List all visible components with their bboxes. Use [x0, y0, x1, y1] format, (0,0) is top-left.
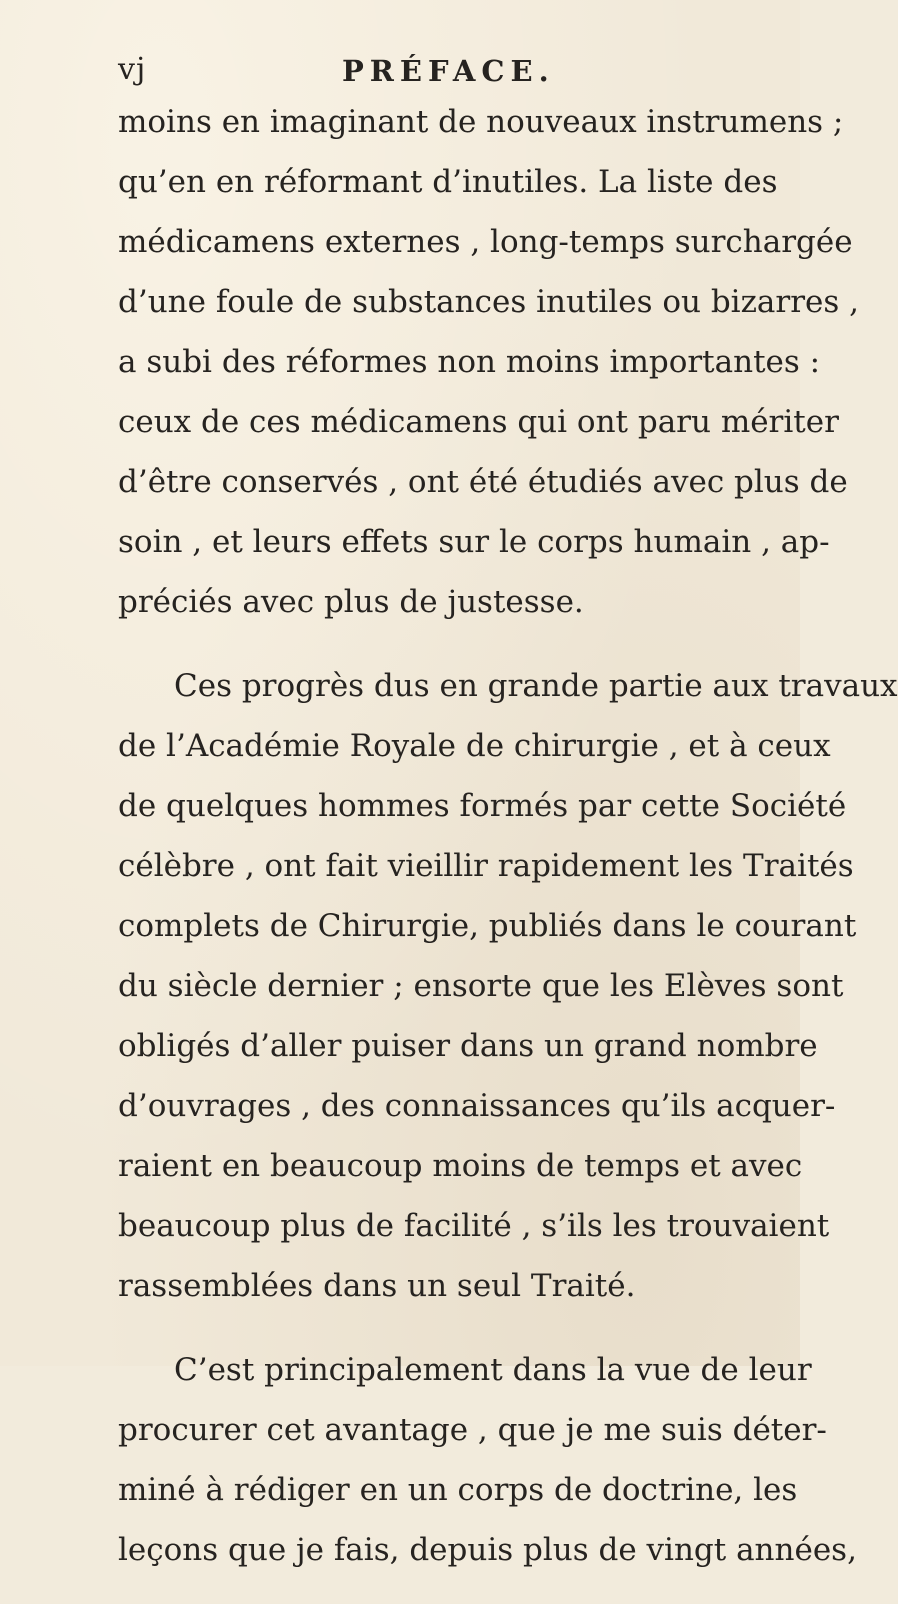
paragraph-2 — [118, 656, 898, 1316]
text-line: du siècle dernier ; ensorte que les Elèves sont — [118, 968, 844, 1004]
text-line: d’être conservés , ont été étudiés avec plus de — [118, 464, 848, 500]
text-line: de quelques hommes formés par cette Société — [118, 788, 847, 824]
text-line: raient en beaucoup moins de temps et avec — [118, 1148, 803, 1184]
text-line: C’est principalement dans la vue de leur — [174, 1352, 812, 1388]
page-header — [118, 52, 718, 92]
text-line: médicamens externes , long-temps surchargée — [118, 224, 853, 260]
paragraph-3 — [118, 1340, 857, 1580]
text-line: complets de Chirurgie, publiés dans le courant — [118, 908, 857, 944]
text-line: leçons que je fais, depuis plus de vingt années, — [118, 1532, 857, 1568]
text-line: ceux de ces médicamens qui ont paru mériter — [118, 404, 839, 440]
body-text — [118, 92, 898, 1604]
text-line: soin , et leurs effets sur le corps humain , ap- — [118, 524, 830, 560]
text-line: a subi des réformes non moins importantes : — [118, 344, 821, 380]
text-line: qu’en en réformant d’inutiles. La liste des — [118, 164, 778, 200]
text-line: rassemblées dans un seul Traité. — [118, 1268, 636, 1304]
page-number: vj — [118, 52, 147, 87]
text-line: Ces progrès dus en grande partie aux travaux — [174, 668, 898, 704]
text-line: beaucoup plus de facilité , s’ils les trouvaient — [118, 1208, 830, 1244]
text-line: célèbre , ont fait vieillir rapidement les Traités — [118, 848, 854, 884]
text-line: procurer cet avantage , que je me suis déter- — [118, 1412, 827, 1448]
paragraph-1 — [118, 92, 859, 632]
running-title: PRÉFACE. — [342, 54, 555, 88]
text-line: préciés avec plus de justesse. — [118, 584, 584, 620]
text-line: de l’Académie Royale de chirurgie , et à ceux — [118, 728, 831, 764]
text-line: miné à rédiger en un corps de doctrine, les — [118, 1472, 798, 1508]
text-line: moins en imaginant de nouveaux instrumens ; — [118, 104, 844, 140]
text-line: obligés d’aller puiser dans un grand nombre — [118, 1028, 818, 1064]
text-line: d’une foule de substances inutiles ou bizarres , — [118, 284, 859, 320]
text-line: d’ouvrages , des connaissances qu’ils acquer- — [118, 1088, 836, 1124]
